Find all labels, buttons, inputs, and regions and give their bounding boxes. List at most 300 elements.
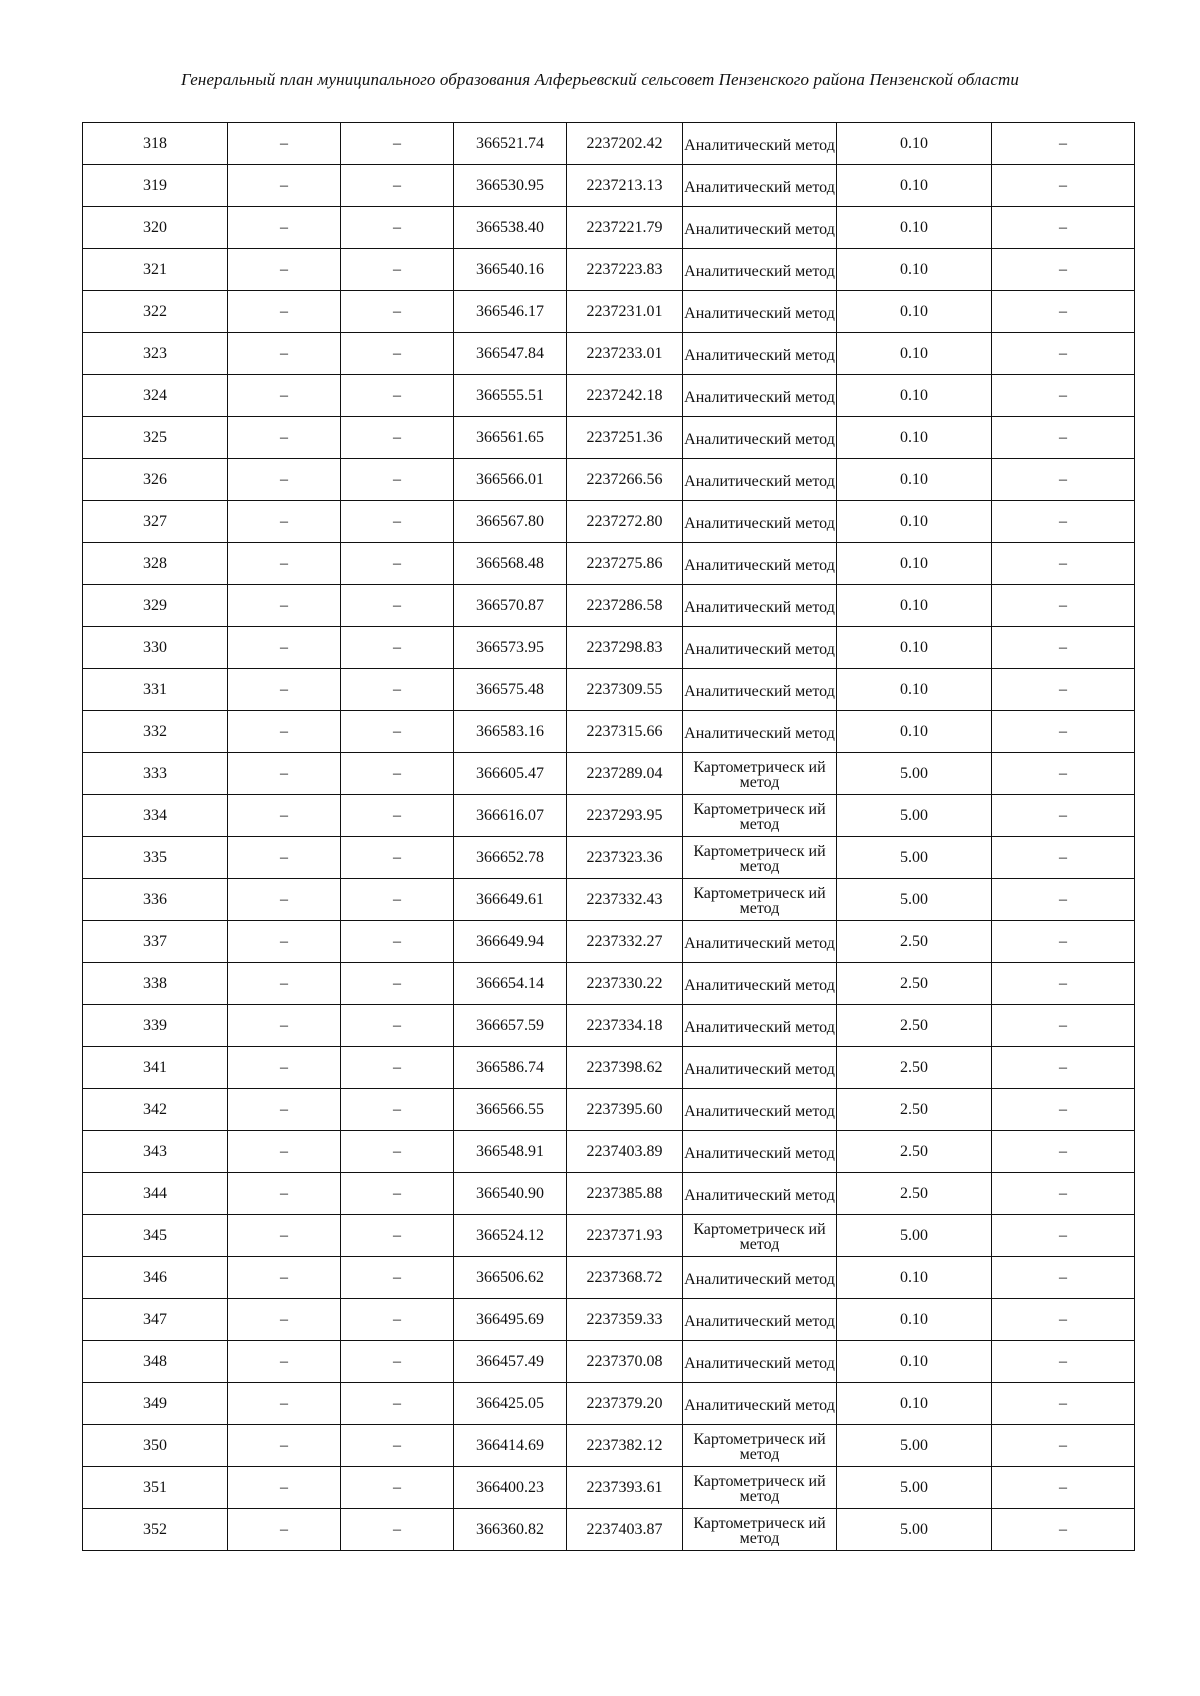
empty-cell: – (341, 123, 454, 165)
accuracy-cell: 5.00 (837, 837, 992, 879)
accuracy-cell: 5.00 (837, 1509, 992, 1551)
empty-cell: – (992, 123, 1135, 165)
coordinate-y-cell: 2237266.56 (567, 459, 683, 501)
table-row (83, 543, 1135, 585)
coordinate-x-cell: 366524.12 (454, 1215, 567, 1257)
empty-cell: – (228, 375, 341, 417)
table-row (83, 1467, 1135, 1509)
accuracy-cell: 0.10 (837, 417, 992, 459)
empty-cell: – (341, 921, 454, 963)
empty-cell: – (228, 1173, 341, 1215)
method-cell: Аналитический метод (683, 1089, 837, 1131)
accuracy-cell: 5.00 (837, 753, 992, 795)
table-row (83, 795, 1135, 837)
coordinate-y-cell: 2237223.83 (567, 249, 683, 291)
empty-cell: – (992, 753, 1135, 795)
point-number-cell: 332 (83, 711, 228, 753)
empty-cell: – (992, 795, 1135, 837)
accuracy-cell: 0.10 (837, 669, 992, 711)
table-row (83, 1341, 1135, 1383)
empty-cell: – (341, 1215, 454, 1257)
coordinate-x-cell: 366506.62 (454, 1257, 567, 1299)
method-cell: Аналитический метод (683, 291, 837, 333)
point-number-cell: 341 (83, 1047, 228, 1089)
empty-cell: – (341, 963, 454, 1005)
accuracy-cell: 0.10 (837, 1383, 992, 1425)
empty-cell: – (992, 333, 1135, 375)
empty-cell: – (341, 711, 454, 753)
empty-cell: – (992, 1047, 1135, 1089)
coordinate-y-cell: 2237231.01 (567, 291, 683, 333)
accuracy-cell: 2.50 (837, 1089, 992, 1131)
method-cell: Аналитический метод (683, 165, 837, 207)
coordinate-y-cell: 2237403.87 (567, 1509, 683, 1551)
point-number-cell: 333 (83, 753, 228, 795)
table-row (83, 207, 1135, 249)
method-cell: Аналитический метод (683, 543, 837, 585)
accuracy-cell: 0.10 (837, 501, 992, 543)
empty-cell: – (341, 879, 454, 921)
coordinate-x-cell: 366575.48 (454, 669, 567, 711)
empty-cell: – (228, 543, 341, 585)
coordinate-y-cell: 2237359.33 (567, 1299, 683, 1341)
empty-cell: – (341, 753, 454, 795)
point-number-cell: 344 (83, 1173, 228, 1215)
coordinate-x-cell: 366530.95 (454, 165, 567, 207)
empty-cell: – (992, 837, 1135, 879)
point-number-cell: 322 (83, 291, 228, 333)
table-row (83, 1005, 1135, 1047)
point-number-cell: 330 (83, 627, 228, 669)
empty-cell: – (341, 249, 454, 291)
coordinate-y-cell: 2237370.08 (567, 1341, 683, 1383)
method-cell: Аналитический метод (683, 459, 837, 501)
table-row (83, 837, 1135, 879)
accuracy-cell: 5.00 (837, 879, 992, 921)
empty-cell: – (992, 459, 1135, 501)
coordinate-x-cell: 366583.16 (454, 711, 567, 753)
coordinate-x-cell: 366568.48 (454, 543, 567, 585)
empty-cell: – (228, 123, 341, 165)
empty-cell: – (228, 879, 341, 921)
accuracy-cell: 5.00 (837, 795, 992, 837)
table-row (83, 333, 1135, 375)
coordinate-x-cell: 366400.23 (454, 1467, 567, 1509)
accuracy-cell: 0.10 (837, 627, 992, 669)
empty-cell: – (228, 1257, 341, 1299)
empty-cell: – (341, 1047, 454, 1089)
empty-cell: – (228, 1047, 341, 1089)
accuracy-cell: 0.10 (837, 123, 992, 165)
empty-cell: – (992, 1215, 1135, 1257)
empty-cell: – (341, 1509, 454, 1551)
coordinate-y-cell: 2237233.01 (567, 333, 683, 375)
point-number-cell: 325 (83, 417, 228, 459)
point-number-cell: 321 (83, 249, 228, 291)
empty-cell: – (341, 501, 454, 543)
empty-cell: – (341, 1131, 454, 1173)
coordinate-x-cell: 366414.69 (454, 1425, 567, 1467)
accuracy-cell: 2.50 (837, 1173, 992, 1215)
accuracy-cell: 2.50 (837, 1131, 992, 1173)
coordinate-y-cell: 2237382.12 (567, 1425, 683, 1467)
point-number-cell: 351 (83, 1467, 228, 1509)
table-row (83, 501, 1135, 543)
empty-cell: – (992, 879, 1135, 921)
coordinate-x-cell: 366538.40 (454, 207, 567, 249)
empty-cell: – (228, 795, 341, 837)
empty-cell: – (992, 291, 1135, 333)
empty-cell: – (228, 837, 341, 879)
point-number-cell: 320 (83, 207, 228, 249)
point-number-cell: 346 (83, 1257, 228, 1299)
coordinate-y-cell: 2237309.55 (567, 669, 683, 711)
method-cell: Картометрическ ий метод (683, 1509, 837, 1551)
method-cell: Аналитический метод (683, 207, 837, 249)
coordinate-y-cell: 2237272.80 (567, 501, 683, 543)
empty-cell: – (992, 1131, 1135, 1173)
empty-cell: – (992, 417, 1135, 459)
point-number-cell: 348 (83, 1341, 228, 1383)
coordinate-y-cell: 2237385.88 (567, 1173, 683, 1215)
table-row (83, 921, 1135, 963)
coordinate-x-cell: 366567.80 (454, 501, 567, 543)
empty-cell: – (341, 1467, 454, 1509)
point-number-cell: 328 (83, 543, 228, 585)
coordinate-y-cell: 2237289.04 (567, 753, 683, 795)
accuracy-cell: 5.00 (837, 1215, 992, 1257)
point-number-cell: 342 (83, 1089, 228, 1131)
point-number-cell: 324 (83, 375, 228, 417)
page-header-title: Генеральный план муниципального образования Алферьевский сельсовет Пензенского района Пензенской области (181, 70, 1019, 89)
empty-cell: – (992, 669, 1135, 711)
empty-cell: – (992, 1509, 1135, 1551)
empty-cell: – (228, 963, 341, 1005)
empty-cell: – (228, 627, 341, 669)
method-cell: Аналитический метод (683, 711, 837, 753)
point-number-cell: 327 (83, 501, 228, 543)
method-cell: Аналитический метод (683, 627, 837, 669)
point-number-cell: 345 (83, 1215, 228, 1257)
accuracy-cell: 0.10 (837, 333, 992, 375)
method-cell: Картометрическ ий метод (683, 753, 837, 795)
table-row (83, 879, 1135, 921)
method-cell: Аналитический метод (683, 333, 837, 375)
coordinate-y-cell: 2237315.66 (567, 711, 683, 753)
coordinate-y-cell: 2237242.18 (567, 375, 683, 417)
point-number-cell: 323 (83, 333, 228, 375)
coordinate-x-cell: 366573.95 (454, 627, 567, 669)
method-cell: Картометрическ ий метод (683, 1425, 837, 1467)
accuracy-cell: 0.10 (837, 543, 992, 585)
coordinate-y-cell: 2237323.36 (567, 837, 683, 879)
table-row (83, 753, 1135, 795)
empty-cell: – (341, 1089, 454, 1131)
empty-cell: – (992, 1005, 1135, 1047)
coordinate-x-cell: 366570.87 (454, 585, 567, 627)
accuracy-cell: 2.50 (837, 921, 992, 963)
coordinates-table-body (83, 123, 1135, 1551)
coordinate-x-cell: 366654.14 (454, 963, 567, 1005)
empty-cell: – (992, 1467, 1135, 1509)
empty-cell: – (228, 1467, 341, 1509)
coordinate-y-cell: 2237293.95 (567, 795, 683, 837)
empty-cell: – (228, 501, 341, 543)
empty-cell: – (341, 291, 454, 333)
empty-cell: – (341, 795, 454, 837)
coordinate-y-cell: 2237330.22 (567, 963, 683, 1005)
empty-cell: – (341, 1005, 454, 1047)
empty-cell: – (228, 249, 341, 291)
point-number-cell: 349 (83, 1383, 228, 1425)
coordinate-x-cell: 366360.82 (454, 1509, 567, 1551)
coordinate-y-cell: 2237371.93 (567, 1215, 683, 1257)
method-cell: Картометрическ ий метод (683, 837, 837, 879)
accuracy-cell: 0.10 (837, 291, 992, 333)
coordinate-x-cell: 366548.91 (454, 1131, 567, 1173)
table-row (83, 1131, 1135, 1173)
method-cell: Аналитический метод (683, 123, 837, 165)
empty-cell: – (992, 1089, 1135, 1131)
empty-cell: – (992, 1425, 1135, 1467)
coordinate-y-cell: 2237334.18 (567, 1005, 683, 1047)
point-number-cell: 335 (83, 837, 228, 879)
coordinate-x-cell: 366566.55 (454, 1089, 567, 1131)
empty-cell: – (341, 1341, 454, 1383)
table-row (83, 1509, 1135, 1551)
coordinate-y-cell: 2237398.62 (567, 1047, 683, 1089)
accuracy-cell: 0.10 (837, 1299, 992, 1341)
empty-cell: – (341, 669, 454, 711)
table-row (83, 1089, 1135, 1131)
empty-cell: – (228, 417, 341, 459)
coordinate-y-cell: 2237251.36 (567, 417, 683, 459)
empty-cell: – (992, 1173, 1135, 1215)
method-cell: Аналитический метод (683, 1173, 837, 1215)
empty-cell: – (228, 711, 341, 753)
accuracy-cell: 0.10 (837, 1341, 992, 1383)
empty-cell: – (992, 1383, 1135, 1425)
empty-cell: – (992, 543, 1135, 585)
table-row (83, 1425, 1135, 1467)
empty-cell: – (228, 1383, 341, 1425)
coordinate-y-cell: 2237275.86 (567, 543, 683, 585)
coordinate-y-cell: 2237395.60 (567, 1089, 683, 1131)
table-row (83, 1299, 1135, 1341)
method-cell: Аналитический метод (683, 417, 837, 459)
empty-cell: – (228, 333, 341, 375)
empty-cell: – (228, 1425, 341, 1467)
point-number-cell: 343 (83, 1131, 228, 1173)
empty-cell: – (992, 165, 1135, 207)
method-cell: Аналитический метод (683, 963, 837, 1005)
method-cell: Аналитический метод (683, 585, 837, 627)
empty-cell: – (992, 711, 1135, 753)
coordinate-x-cell: 366555.51 (454, 375, 567, 417)
empty-cell: – (228, 585, 341, 627)
coordinate-y-cell: 2237332.27 (567, 921, 683, 963)
empty-cell: – (228, 669, 341, 711)
accuracy-cell: 0.10 (837, 165, 992, 207)
point-number-cell: 334 (83, 795, 228, 837)
coordinate-x-cell: 366561.65 (454, 417, 567, 459)
point-number-cell: 318 (83, 123, 228, 165)
accuracy-cell: 0.10 (837, 585, 992, 627)
empty-cell: – (341, 585, 454, 627)
empty-cell: – (992, 585, 1135, 627)
empty-cell: – (341, 543, 454, 585)
coordinate-x-cell: 366425.05 (454, 1383, 567, 1425)
point-number-cell: 339 (83, 1005, 228, 1047)
empty-cell: – (992, 963, 1135, 1005)
table-row (83, 417, 1135, 459)
table-row (83, 711, 1135, 753)
table-row (83, 627, 1135, 669)
empty-cell: – (228, 1299, 341, 1341)
method-cell: Картометрическ ий метод (683, 1215, 837, 1257)
method-cell: Картометрическ ий метод (683, 879, 837, 921)
table-row (83, 1257, 1135, 1299)
empty-cell: – (992, 1257, 1135, 1299)
method-cell: Картометрическ ий метод (683, 795, 837, 837)
coordinate-x-cell: 366546.17 (454, 291, 567, 333)
accuracy-cell: 0.10 (837, 711, 992, 753)
method-cell: Аналитический метод (683, 1047, 837, 1089)
empty-cell: – (341, 627, 454, 669)
coordinate-x-cell: 366547.84 (454, 333, 567, 375)
table-row (83, 1215, 1135, 1257)
accuracy-cell: 5.00 (837, 1425, 992, 1467)
empty-cell: – (341, 1173, 454, 1215)
empty-cell: – (228, 1089, 341, 1131)
empty-cell: – (228, 1215, 341, 1257)
empty-cell: – (992, 627, 1135, 669)
table-row (83, 459, 1135, 501)
coordinates-table (82, 122, 1135, 1551)
empty-cell: – (341, 333, 454, 375)
empty-cell: – (341, 1299, 454, 1341)
method-cell: Аналитический метод (683, 375, 837, 417)
coordinate-y-cell: 2237221.79 (567, 207, 683, 249)
table-row (83, 375, 1135, 417)
coordinate-y-cell: 2237298.83 (567, 627, 683, 669)
point-number-cell: 319 (83, 165, 228, 207)
point-number-cell: 347 (83, 1299, 228, 1341)
method-cell: Аналитический метод (683, 1341, 837, 1383)
coordinate-y-cell: 2237332.43 (567, 879, 683, 921)
point-number-cell: 336 (83, 879, 228, 921)
table-row (83, 963, 1135, 1005)
method-cell: Аналитический метод (683, 249, 837, 291)
empty-cell: – (228, 1131, 341, 1173)
empty-cell: – (992, 501, 1135, 543)
empty-cell: – (228, 1509, 341, 1551)
empty-cell: – (341, 837, 454, 879)
coordinate-x-cell: 366649.61 (454, 879, 567, 921)
table-row (83, 165, 1135, 207)
empty-cell: – (341, 459, 454, 501)
empty-cell: – (228, 1005, 341, 1047)
accuracy-cell: 0.10 (837, 249, 992, 291)
empty-cell: – (341, 165, 454, 207)
empty-cell: – (992, 207, 1135, 249)
table-row (83, 1173, 1135, 1215)
empty-cell: – (341, 1425, 454, 1467)
method-cell: Картометрическ ий метод (683, 1467, 837, 1509)
point-number-cell: 329 (83, 585, 228, 627)
table-row (83, 1047, 1135, 1089)
point-number-cell: 350 (83, 1425, 228, 1467)
empty-cell: – (992, 921, 1135, 963)
accuracy-cell: 2.50 (837, 1005, 992, 1047)
method-cell: Аналитический метод (683, 1005, 837, 1047)
point-number-cell: 331 (83, 669, 228, 711)
method-cell: Аналитический метод (683, 501, 837, 543)
empty-cell: – (228, 459, 341, 501)
empty-cell: – (341, 207, 454, 249)
empty-cell: – (341, 417, 454, 459)
empty-cell: – (228, 207, 341, 249)
accuracy-cell: 0.10 (837, 1257, 992, 1299)
coordinate-x-cell: 366457.49 (454, 1341, 567, 1383)
empty-cell: – (228, 165, 341, 207)
coordinate-x-cell: 366540.90 (454, 1173, 567, 1215)
coordinate-x-cell: 366657.59 (454, 1005, 567, 1047)
accuracy-cell: 5.00 (837, 1467, 992, 1509)
accuracy-cell: 2.50 (837, 1047, 992, 1089)
coordinate-x-cell: 366495.69 (454, 1299, 567, 1341)
table-row (83, 585, 1135, 627)
method-cell: Аналитический метод (683, 1257, 837, 1299)
coordinate-y-cell: 2237393.61 (567, 1467, 683, 1509)
method-cell: Аналитический метод (683, 1131, 837, 1173)
table-row (83, 291, 1135, 333)
coordinate-x-cell: 366566.01 (454, 459, 567, 501)
point-number-cell: 326 (83, 459, 228, 501)
empty-cell: – (228, 291, 341, 333)
empty-cell: – (228, 921, 341, 963)
table-row (83, 249, 1135, 291)
coordinate-y-cell: 2237379.20 (567, 1383, 683, 1425)
coordinate-x-cell: 366605.47 (454, 753, 567, 795)
table-row (83, 669, 1135, 711)
empty-cell: – (992, 1299, 1135, 1341)
accuracy-cell: 2.50 (837, 963, 992, 1005)
method-cell: Аналитический метод (683, 1383, 837, 1425)
table-row (83, 1383, 1135, 1425)
empty-cell: – (992, 375, 1135, 417)
empty-cell: – (228, 753, 341, 795)
coordinate-x-cell: 366540.16 (454, 249, 567, 291)
empty-cell: – (228, 1341, 341, 1383)
coordinate-y-cell: 2237368.72 (567, 1257, 683, 1299)
empty-cell: – (992, 249, 1135, 291)
coordinate-y-cell: 2237202.42 (567, 123, 683, 165)
empty-cell: – (341, 1257, 454, 1299)
empty-cell: – (341, 375, 454, 417)
coordinate-y-cell: 2237286.58 (567, 585, 683, 627)
coordinate-y-cell: 2237403.89 (567, 1131, 683, 1173)
coordinate-x-cell: 366616.07 (454, 795, 567, 837)
coordinate-x-cell: 366652.78 (454, 837, 567, 879)
point-number-cell: 337 (83, 921, 228, 963)
coordinate-x-cell: 366649.94 (454, 921, 567, 963)
method-cell: Аналитический метод (683, 669, 837, 711)
method-cell: Аналитический метод (683, 921, 837, 963)
accuracy-cell: 0.10 (837, 375, 992, 417)
table-row (83, 123, 1135, 165)
accuracy-cell: 0.10 (837, 207, 992, 249)
